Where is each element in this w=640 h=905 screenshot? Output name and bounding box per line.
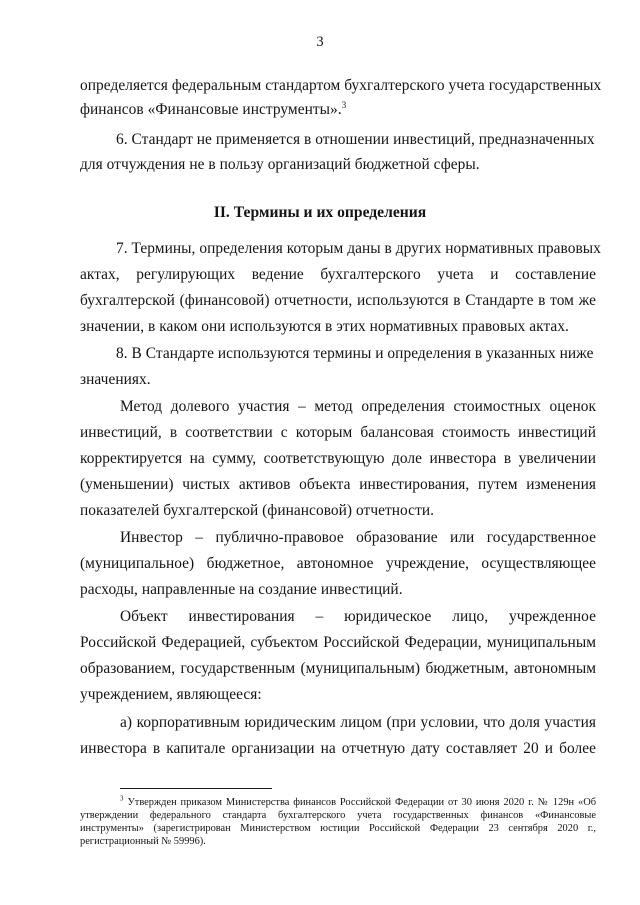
- body-line: корректируется на сумму, соответствующую доле инвестора в увеличении: [80, 450, 596, 467]
- footnote-ref: 3: [341, 99, 347, 110]
- body-line: значениях.: [80, 371, 151, 388]
- definition-investor: Инвестор – публично-правовое образование или государственное: [120, 529, 596, 546]
- body-line: бухгалтерской (финансовой) отчетности, используются в Стандарте в том же: [80, 292, 596, 309]
- body-line: [80, 101, 596, 119]
- footnote-number: 3: [120, 794, 124, 803]
- page-number: 3: [316, 34, 324, 50]
- footnote-text: Утвержден приказом Министерства финансов Российской Федерации от 30 июня 2020 г. № 129н «Об: [127, 797, 596, 808]
- body-line-text: финансов «Финансовые инструменты».: [80, 101, 342, 118]
- paragraph-8-line: 8. В Стандарте используются термины и определения в указанных ниже: [116, 345, 594, 362]
- footnote-line: регистрационный № 59996).: [80, 836, 206, 847]
- definition-equity-method: Метод долевого участия – метод определения стоимостных оценок: [120, 398, 596, 415]
- body-line: показателей бухгалтерской (финансовой) отчетности.: [80, 502, 435, 519]
- body-line: (муниципальное) бюджетное, автономное учреждение, осуществляющее: [80, 555, 596, 572]
- body-line: определяется федеральным стандартом бухгалтерского учета государственных: [80, 77, 602, 94]
- body-line: (уменьшении) чистых активов объекта инвестирования, путем изменения: [80, 476, 596, 493]
- body-line: инвестора в капитале организации на отчетную дату составляет 20 и более: [80, 740, 596, 757]
- body-line: инвестиций, в соответствии с которым балансовая стоимость инвестиций: [80, 424, 596, 441]
- footnote-line: [80, 794, 596, 809]
- body-line: образованием, государственным (муниципальным) бюджетным, автономным: [80, 660, 596, 677]
- body-line: учреждением, являющееся:: [80, 686, 262, 703]
- paragraph-7-line: 7. Термины, определения которым даны в других нормативных правовых: [116, 240, 601, 257]
- section-heading: II. Термины и их определения: [213, 204, 427, 221]
- footnote-line: утверждении федерального стандарта бухгалтерского учета государственных финансов «Финансовые: [80, 810, 596, 821]
- definition-investment-object: Объект инвестирования – юридическое лицо, учрежденное: [120, 608, 596, 625]
- footnote-line: инструменты» (зарегистрирован Министерством юстиции Российской Федерации 23 сентября 2020 г.,: [80, 823, 596, 834]
- body-line: значении, в каком они используются в этих нормативных правовых актах.: [80, 318, 569, 335]
- body-line: актах, регулирующих ведение бухгалтерского учета и составление: [80, 266, 596, 283]
- body-line: для отчуждения не в пользу организаций бюджетной сферы.: [80, 156, 480, 173]
- list-item-a: а) корпоративным юридическим лицом (при условии, что доля участия: [120, 714, 596, 731]
- paragraph-6-line: 6. Стандарт не применяется в отношении инвестиций, предназначенных: [116, 131, 595, 148]
- footnote-separator: [120, 788, 272, 789]
- body-line: Российской Федерацией, субъектом Российской Федерации, муниципальным: [80, 634, 596, 651]
- body-line: расходы, направленные на создание инвестиций.: [80, 581, 403, 598]
